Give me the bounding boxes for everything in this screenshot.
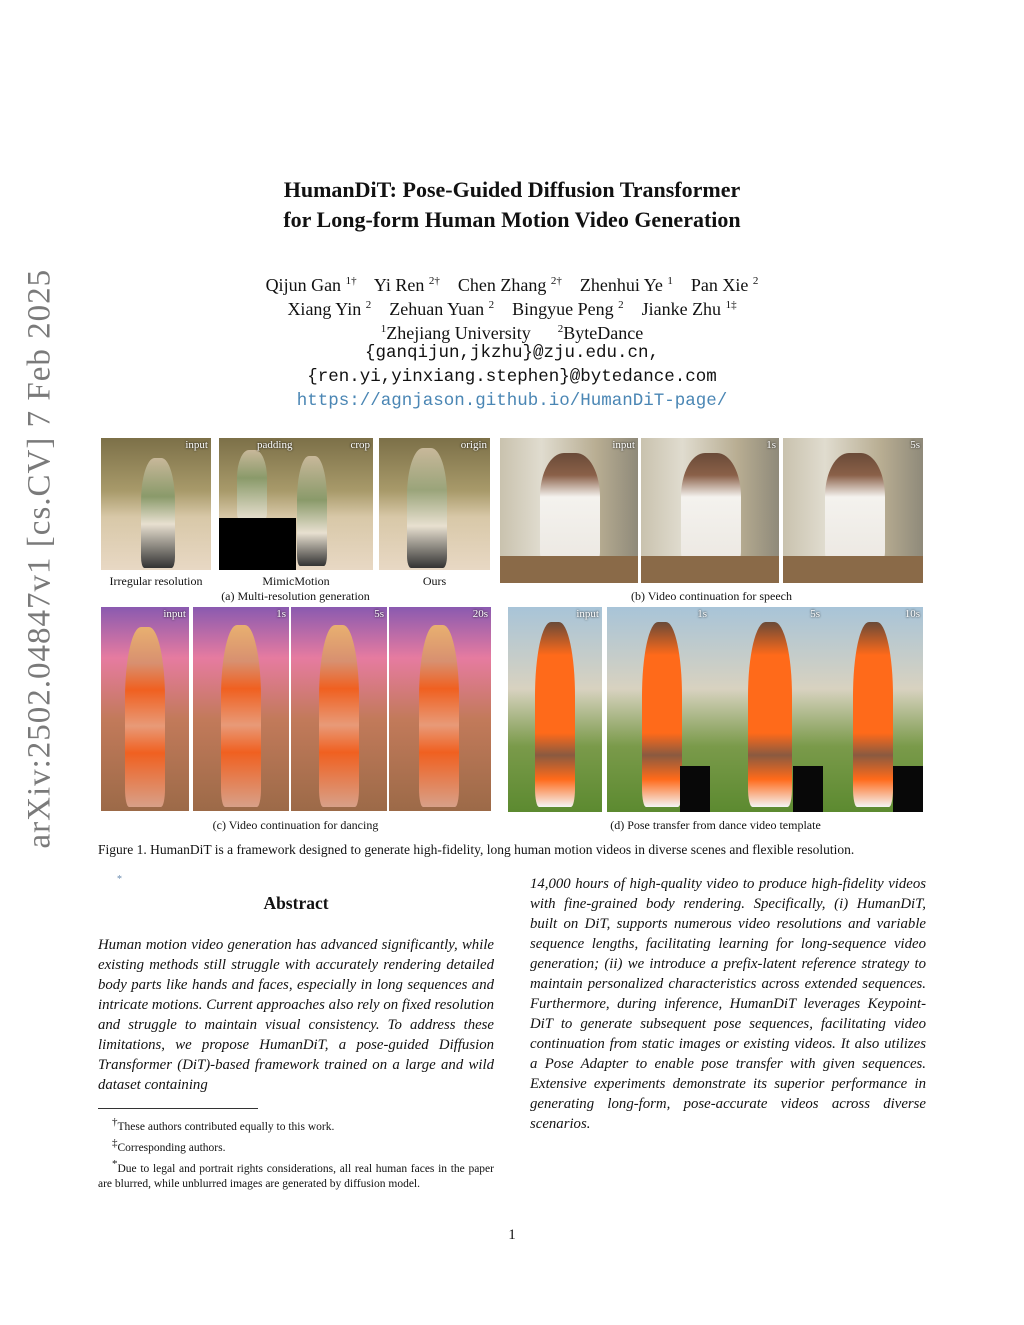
author-name: Pan Xie (690, 275, 749, 295)
footnote-text: These authors contributed equally to this work. (117, 1120, 335, 1133)
affiliation-name: Zhejiang University (386, 323, 531, 343)
figure-label: 20s (472, 608, 488, 620)
footnote-mark: ‡ (112, 1136, 118, 1149)
author-affiliation-mark: 2 (618, 299, 624, 311)
project-url-link[interactable]: https://agnjason.github.io/HumanDiT-page/ (296, 391, 728, 411)
author-name: Bingyue Peng (512, 299, 614, 319)
pose-template-thumbnail (680, 766, 710, 812)
person-silhouette (319, 625, 359, 807)
figure-sublabel: MimicMotion (262, 574, 330, 588)
padding-region (219, 518, 296, 570)
figure-b-5s-image (783, 438, 923, 583)
figure-label: origin (460, 439, 487, 451)
figure-d-1s-image (607, 607, 710, 812)
author-name: Zhenhui Ye (579, 275, 663, 295)
person-silhouette (535, 622, 575, 807)
figure-b-input-image (500, 438, 638, 583)
figure-b-caption: (b) Video continuation for speech (630, 589, 792, 603)
author-name: Qijun Gan (265, 275, 342, 295)
author-name: Zehuan Yuan (389, 299, 485, 319)
figure-label: 1s (766, 439, 776, 451)
author-name: Yi Ren (373, 275, 425, 295)
footnote (98, 1114, 494, 1135)
author-affiliation-mark: 1 (667, 275, 673, 287)
person-silhouette (748, 622, 792, 807)
figure-sublabel: Irregular resolution (109, 574, 203, 588)
figure-label: input (185, 439, 208, 451)
figure-label: input (163, 608, 186, 620)
figure-a-mimicmotion-image (219, 438, 373, 570)
figure-label: 5s (910, 439, 920, 451)
figure-label: input (612, 439, 635, 451)
footnote (98, 1156, 494, 1193)
figure-c-caption: (c) Video continuation for dancing (212, 818, 379, 832)
figure-c-1s-image (193, 607, 289, 811)
figure-d-5s-image (710, 607, 823, 812)
person-silhouette (221, 625, 261, 807)
pose-template-thumbnail (893, 766, 923, 812)
footnote-text: Due to legal and portrait rights considerations, all real human faces in the paper are blurred, while unblurred images are generated by diffusion model. (98, 1162, 494, 1191)
title-line-1: HumanDiT: Pose-Guided Diffusion Transformer (283, 177, 741, 202)
title-line-2: for Long-form Human Motion Video Generation (283, 207, 741, 232)
person-silhouette (125, 627, 165, 807)
person-silhouette (141, 458, 175, 568)
author-affiliation-mark: 1† (345, 275, 357, 287)
desk (783, 556, 923, 583)
figure-label: 10s (904, 608, 920, 620)
author-line-1 (140, 270, 884, 297)
figure-label: 1s (276, 608, 286, 620)
figure-b-1s-image (641, 438, 779, 583)
figure-d-caption: (d) Pose transfer from dance video template (610, 818, 821, 832)
footnote (98, 1135, 494, 1156)
desk (500, 556, 638, 583)
figure-a-caption: (a) Multi-resolution generation (221, 589, 370, 603)
figure-label: 5s (374, 608, 384, 620)
pose-template-thumbnail (793, 766, 823, 812)
footnotes (98, 1114, 494, 1192)
author-affiliation-mark: 2 (752, 275, 759, 287)
affiliation-name: ByteDance (563, 323, 644, 343)
author-affiliation-mark: 1‡ (725, 299, 737, 311)
figure-label: 1s (697, 608, 707, 620)
author-line-2 (140, 294, 884, 321)
footnote-star-mark: * (117, 874, 122, 885)
figure-a-ours-image (379, 438, 490, 570)
figure-c-5s-image (291, 607, 387, 811)
footnote-rule (98, 1108, 258, 1109)
figure-label: crop (350, 439, 370, 451)
author-affiliation-mark: 2† (550, 275, 562, 287)
footnote-mark: * (112, 1157, 118, 1170)
person-silhouette (540, 453, 600, 563)
footnote-text: Corresponding authors. (117, 1141, 226, 1154)
person-silhouette (419, 625, 459, 807)
figure-d-10s-image (823, 607, 923, 812)
email-line-2: {ren.yi,yinxiang.stephen}@bytedance.com (307, 367, 717, 387)
abstract-left-column: Human motion video generation has advanced significantly, while existing methods still struggle with accurately rendering detailed body parts like hands and faces, especially in long sequences and intricate motions. Current approaches also rely on fixed resolution and struggle to maintain visual consistency. To address these limitations, we propose HumanDiT, a pose-guided Diffusion Transformer (DiT)-based framework trained on a large and wild dataset containing (98, 937, 494, 1093)
abstract-heading: Abstract (263, 893, 329, 913)
author-affiliation-mark: 2† (428, 275, 440, 287)
person-silhouette (681, 453, 741, 563)
author-name: Jianke Zhu (641, 299, 722, 319)
figure-label: input (576, 608, 599, 620)
figure-c-input-image (101, 607, 189, 811)
author-name: Chen Zhang (457, 275, 547, 295)
person-silhouette (853, 622, 893, 807)
abstract-right-column: 14,000 hours of high-quality video to produce high-fidelity videos with fine-grained body rendering. Specifically, (i) HumanDiT, built on DiT, supports numerous video resolutions and variable sequence lengths, facilitating learning for long-sequence video generation; (ii) we introduce a prefix-latent reference strategy to maintain personalized characteristics across extended sequences. Furthermore, during inference, HumanDiT leverages Keypoint-DiT to generate subsequent pose sequences, facilitating video continuation from static images or existing videos. It also utilizes a Pose Adapter to enable pose transfer with given sequences. Extensive experiments demonstrate its superior performance in generating long-form, pose-accurate videos across diverse scenarios. (530, 876, 926, 1132)
figure-c-20s-image (389, 607, 491, 811)
arxiv-stamp: arXiv:2502.04847v1 [cs.CV] 7 Feb 2025 (21, 268, 58, 849)
figure-label: padding (257, 439, 293, 451)
page-number: 1 (508, 1227, 516, 1243)
author-affiliation-mark: 2 (365, 299, 372, 311)
affiliations (140, 318, 884, 345)
affiliation-number: 1 (380, 323, 387, 335)
figure-label: 5s (810, 608, 820, 620)
person-silhouette (297, 456, 327, 566)
figure-caption: Figure 1. HumanDiT is a framework designed to generate high-fidelity, long human motion videos in diverse scenes and flexible resolution. (98, 842, 855, 857)
person-silhouette (407, 448, 447, 568)
footnote-mark: † (112, 1116, 118, 1128)
affiliation-number: 2 (557, 323, 564, 335)
author-name: Xiang Yin (287, 299, 362, 319)
person-silhouette (237, 450, 267, 520)
paper-title (140, 175, 884, 235)
email-line-1: {ganqijun,jkzhu}@zju.edu.cn, (364, 343, 660, 363)
author-affiliation-mark: 2 (488, 299, 495, 311)
desk (641, 556, 779, 583)
figure-d-input-image (508, 607, 602, 812)
person-silhouette (825, 453, 885, 563)
person-silhouette (642, 622, 682, 807)
figure-sublabel: Ours (422, 574, 447, 588)
figure-a-input-image (101, 438, 211, 570)
